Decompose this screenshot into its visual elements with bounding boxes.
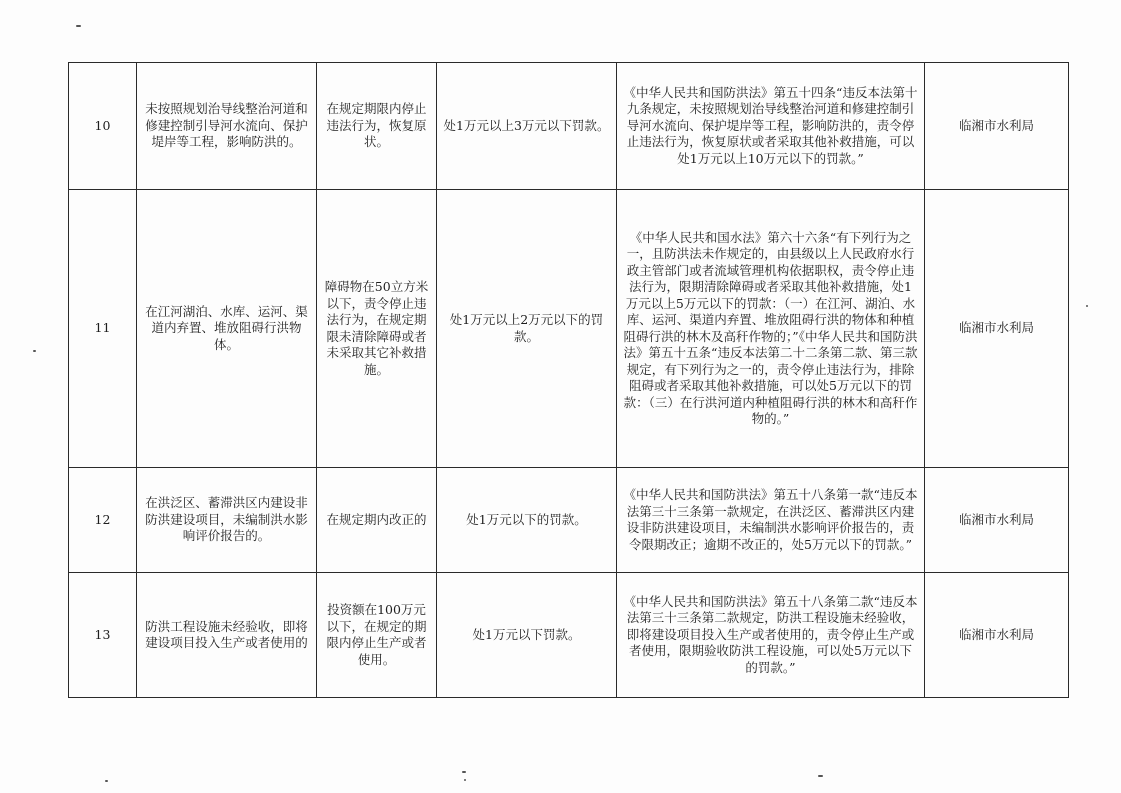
penalty-amount: 处1万元以上3万元以下罚款。: [437, 63, 617, 190]
scan-speck: [464, 779, 466, 781]
table-row: [69, 468, 1069, 573]
row-number: 10: [69, 63, 137, 190]
table-row: [69, 573, 1069, 698]
violation-behavior: 防洪工程设施未经验收，即将建设项目投入生产或者使用的: [137, 573, 317, 698]
scan-speck: [1086, 305, 1088, 307]
table-row: [69, 190, 1069, 468]
legal-basis: 《中华人民共和国防洪法》第五十八条第一款“违反本法第三十三条第一款规定，在洪泛区、蓄滞洪区内建设非防洪建设项目，未编制洪水影响评价报告的，责令限期改正；逾期不改正的，处5万元以下的罚款。”: [617, 468, 925, 573]
legal-basis: 《中华人民共和国防洪法》第五十八条第二款“违反本法第三十三条第二款规定，防洪工程设施未经验收，即将建设项目投入生产或者使用的，责令停止生产或者使用，限期验收防洪工程设施，可以处5万元以下的罚款。”: [617, 573, 925, 698]
row-number: 13: [69, 573, 137, 698]
violation-behavior: 在洪泛区、蓄滞洪区内建设非防洪建设项目，未编制洪水影响评价报告的。: [137, 468, 317, 573]
scan-speck: [818, 775, 823, 777]
row-number: 12: [69, 468, 137, 573]
violation-behavior: 在江河湖泊、水库、运河、渠道内弃置、堆放阻碍行洪物体。: [137, 190, 317, 468]
penalty-amount: 处1万元以下罚款。: [437, 573, 617, 698]
enforcement-department: 临湘市水利局: [925, 468, 1069, 573]
penalty-amount: 处1万元以上2万元以下的罚款。: [437, 190, 617, 468]
enforcement-department: 临湘市水利局: [925, 190, 1069, 468]
scan-speck: [33, 350, 36, 352]
row-number: 11: [69, 190, 137, 468]
correction-measure: 投资额在100万元以下，在规定的期限内停止生产或者使用。: [317, 573, 437, 698]
penalty-amount: 处1万元以下的罚款。: [437, 468, 617, 573]
violation-behavior: 未按照规划治导线整治河道和修建控制引导河水流向、保护堤岸等工程，影响防洪的。: [137, 63, 317, 190]
penalty-table: [68, 62, 1069, 698]
scan-speck: [76, 25, 81, 27]
legal-basis: 《中华人民共和国防洪法》第五十四条“违反本法第十九条规定，未按照规划治导线整治河道和修建控制引导河水流向、保护堤岸等工程，影响防洪的，责令停止违法行为，恢复原状或者采取其他补救措施，可以处1万元以上10万元以下的罚款。”: [617, 63, 925, 190]
enforcement-department: 临湘市水利局: [925, 63, 1069, 190]
correction-measure: 障碍物在50立方米以下，责令停止违法行为，在规定期限未清除障碍或者未采取其它补救措施。: [317, 190, 437, 468]
correction-measure: 在规定期内改正的: [317, 468, 437, 573]
correction-measure: 在规定期限内停止违法行为，恢复原状。: [317, 63, 437, 190]
table-row: [69, 63, 1069, 190]
scan-speck: [105, 780, 108, 782]
scan-speck: [462, 771, 466, 773]
legal-basis: 《中华人民共和国水法》第六十六条“有下列行为之一，且防洪法未作规定的，由县级以上人民政府水行政主管部门或者流域管理机构依据职权，责令停止违法行为，限期清除障碍或者采取其他补救措施，处1万元以上5万元以下的罚款：（一）在江河、湖泊、水库、运河、渠道内弃置、堆放阻碍行洪的物体和种植阻碍行洪的林木及高秆作物的；”《中华人民共和国防洪法》第五十五条“违反本法第二十二条第二款、第三款规定，有下列行为之一的，责令停止违法行为，排除阻碍或者采取其他补救措施，可以处5万元以下的罚款：（三）在行洪河道内种植阻碍行洪的林木和高秆作物的。”: [617, 190, 925, 468]
enforcement-department: 临湘市水利局: [925, 573, 1069, 698]
